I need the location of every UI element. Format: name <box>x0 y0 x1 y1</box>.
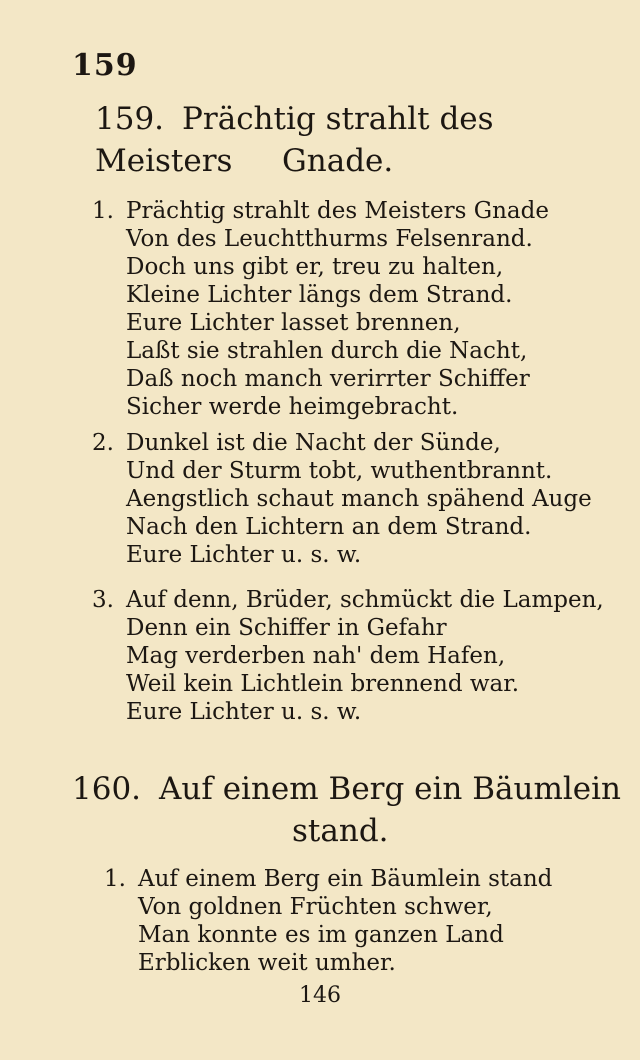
verse-number: 1. <box>104 866 126 892</box>
page-header-number: 159 <box>72 48 138 83</box>
verse-line: Mag verderben nah' dem Hafen, <box>126 643 506 669</box>
verse-line: Eure Lichter u. s. w. <box>126 699 362 725</box>
verse-number: 2. <box>92 430 114 456</box>
verse-line: Auf denn, Brüder, schmückt die Lampen, <box>126 587 604 613</box>
hymn-title-line1: Prächtig strahlt des Meisters <box>95 101 494 179</box>
verse-number: 1. <box>92 198 114 224</box>
verse-line: Prächtig strahlt des Meisters Gnade <box>126 198 549 224</box>
verse-line: Auf einem Berg ein Bäumlein stand <box>138 866 553 892</box>
verse-line: Aengstlich schaut manch spähend Auge <box>126 486 592 512</box>
hymn-title-line2: stand. <box>292 813 389 849</box>
verse-line: Nach den Lichtern an dem Strand. <box>126 514 532 540</box>
verse-line: Denn ein Schiffer in Gefahr <box>126 615 447 641</box>
hymn-number: 159. <box>95 101 165 137</box>
hymn-title-line2: Gnade. <box>282 143 394 179</box>
verse-line: Eure Lichter u. s. w. <box>126 542 362 568</box>
verse-line: Von goldnen Früchten schwer, <box>138 894 493 920</box>
verse-line: Sicher werde heimgebracht. <box>126 394 459 420</box>
verse-line: Kleine Lichter längs dem Strand. <box>126 282 513 308</box>
verse-number: 3. <box>92 587 114 613</box>
hymn-number: 160. <box>72 771 142 807</box>
verse-line: Doch uns gibt er, treu zu halten, <box>126 254 504 280</box>
verse-line: Eure Lichter lasset brennen, <box>126 310 461 336</box>
verse-line: Dunkel ist die Nacht der Sünde, <box>126 430 501 456</box>
verse-line: Erblicken weit umher. <box>138 950 396 976</box>
hymn-title-line1: Auf einem Berg ein Bäumlein <box>159 771 622 807</box>
verse-line: Daß noch manch verirrter Schiffer <box>126 366 530 392</box>
verse-line: Man konnte es im ganzen Land <box>138 922 504 948</box>
verse-line: Laßt sie strahlen durch die Nacht, <box>126 338 528 364</box>
verse-line: Und der Sturm tobt, wuthentbrannt. <box>126 458 553 484</box>
verse-line: Weil kein Lichtlein brennend war. <box>126 671 520 697</box>
page-footer-number: 146 <box>299 983 341 1008</box>
verse-line: Von des Leuchtthurms Felsenrand. <box>126 226 533 252</box>
hymn-160-title <box>72 768 621 810</box>
